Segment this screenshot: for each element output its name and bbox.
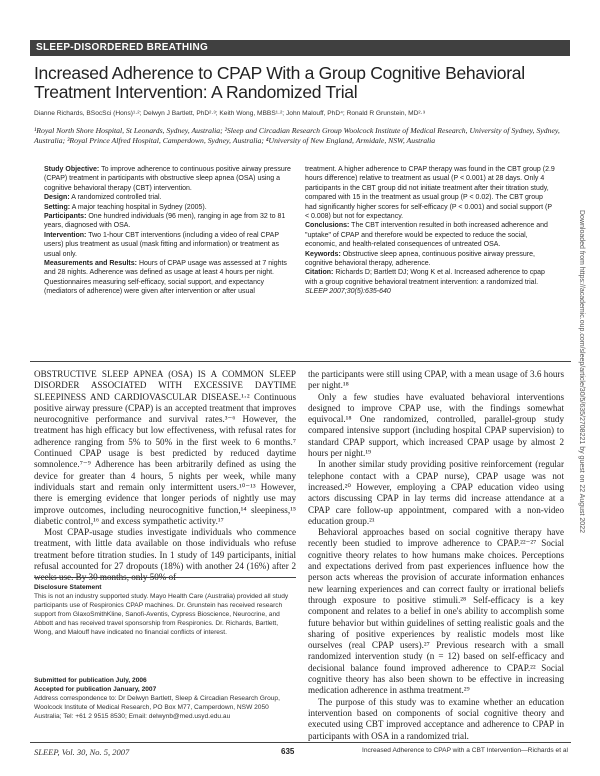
abstract-label-objective: Study Objective: <box>44 166 100 173</box>
body-right-column <box>308 369 564 742</box>
article-title: Increased Adherence to CPAP With a Group Cognitive Behavioral Treatment Intervention: A Randomized Trial <box>34 63 525 102</box>
abstract-intervention: Two 1-hour CBT interventions (including a video of real CPAP users) plus treatment as usual (mask fitting and information) or treatment as usual only. <box>44 231 279 258</box>
abstract-objective: To improve adherence to continuous positive airway pressure (CPAP) treatment in participants with obstructive sleep apnea (OSA) using a cognitive behavioral therapy (CBT) intervention. <box>44 166 291 192</box>
abstract-measurements: Hours of CPAP usage was assessed at 7 nights and 28 nights. Adherence was defined as usage at least 4 hours per night. Questionnaires measuring self-efficacy, social support, and expectancy (mediators of adherence) were given after intervention or after usual <box>44 260 287 296</box>
abstract-divider <box>30 361 571 362</box>
abstract-label-intervention: Intervention: <box>44 231 87 239</box>
body-paragraph: OBSTRUCTIVE SLEEP APNEA (OSA) IS A COMMON SLEEP DISORDER ASSOCIATED WITH EXCESSIVE DAYTIME SLEEPINESS AND CARDIOVASCULAR DISEASE.¹·² Continuous positive airway pressure (CPAP) is an accepted treatment that improves neurocognitive performance and survival rates.³⁻⁶ However, the treatment has high efficacy but low effectiveness, with refusal rates for adherence ranging from 5% to 50% in the first week to 6 months.⁷ Continued CPAP usage is best predicted by reduced daytime somnolence.⁷⁻⁹ Adherence has been arbitrarily defined as using the device for greater than 4 hours, 5 nights per week, while many individuals start and remain only intermittent users.¹⁰⁻¹³ However, there is emerging evidence that longer periods of nightly use may improve outcomes, including neurocognitive function,¹⁴ sleepiness,¹⁵ diabetic control,¹⁶ and excess sympathetic activity.¹⁷ <box>34 369 296 526</box>
abstract-label-citation: Citation: <box>305 269 334 277</box>
disclosure-header: Disclosure Statement <box>34 584 102 591</box>
abstract-label-measurements: Measurements and Results: <box>44 260 137 268</box>
running-title: Increased Adherence to CPAP with a CBT Intervention—Richards et al <box>362 747 568 754</box>
abstract-citation: Richards D; Bartlett DJ; Wong K et al. Increased adherence to cpap with a group cognitive behavioral treatment intervention: a randomized trial. <box>305 269 545 286</box>
abstract-label-conclusions: Conclusions: <box>305 222 350 230</box>
body-paragraph: In another similar study providing positive reinforcement (regular telephone contact with a CPAP nurse), CPAP usage was not increased.²⁰ However, employing a CPAP education video using actors discussing CPAP in lay terms did increase attendance at a CPAP care follow-up appointment, compared with a non-video education group.²¹ <box>308 459 564 526</box>
footer-journal: SLEEP, Vol. 30, No. 5, 2007 <box>34 747 130 757</box>
abstract-citation-journal: SLEEP 2007;30(5):635-640 <box>305 288 391 296</box>
page-number: 635 <box>281 747 295 756</box>
disclosure-text: This is not an industry supported study. Mayo Health Care (Australia) provided all study participants use of Respironics CPAP machines. Dr. Grunstein has received research support from GlaxoSmithKline, Sanofi-Aventis, Cypress Bioscience, Neurocrine, and Abbott and has received travel sponsorship from Respironics. Dr. Richards, Bartlett, Wong, and Malouff have indicated no financial conflicts of interest. <box>34 593 289 637</box>
submitted-date: Submitted for publication July, 2006 <box>34 677 147 684</box>
abstract-participants: One hundred individuals (96 men), ranging in age from 32 to 81 years, diagnosed with OSA. <box>44 213 286 230</box>
download-watermark: Downloaded from https://academic.oup.com/sleep/article/30/5/635/2708221 by guest on 22 August 2022 <box>578 210 585 533</box>
abstract-right-column <box>305 165 555 297</box>
affiliations: ¹Royal North Shore Hospital, St Leonards, Sydney, Australia; ²Sleep and Circadian Research Group Woolcock Institute of Medical Research, University of Sydney, Sydney, Australia; ³Royal Prince Alfred Hospital, Camperdown, Sydney, Australia; ⁴University of New England, Armidale, NSW, Australia <box>34 126 560 145</box>
body-paragraph: Most CPAP-usage studies investigate individuals who commence treatment, with little data available on those individuals who refuse treatment before titration studies. In 1 study of 149 participants, initial refusal accounted for 27 dropouts (18%) with another 24 (16%) after 2 <box>34 527 296 572</box>
footer-divider <box>30 742 571 743</box>
author-list: Dianne Richards, BSocSci (Hons)¹·²; Delwyn J Bartlett, PhD²·³; Keith Wong, MBBS¹·²; John Malouff, PhD⁴; Ronald R Grunstein, MD²·³ <box>34 110 426 117</box>
abstract-label-setting: Setting: <box>44 203 71 211</box>
abstract-label-design: Design: <box>44 194 70 202</box>
abstract-label-keywords: Keywords: <box>305 250 341 258</box>
correspondence-address: Address correspondence to: Dr Delwyn Bartlett, Sleep & Circadian Research Group, Woolcock Institute of Medical Research, PO Box M77, Camperdown, NSW 2050 Australia; Tel: +61 2 9515 8530; Email: delwynb@med.usyd.edu.au <box>34 695 280 721</box>
abstract-keywords: Obstructive sleep apnea, continuous positive airway pressure, cognitive behavioral therapy, adherence. <box>305 250 535 268</box>
abstract-label-participants: Participants: <box>44 213 87 221</box>
body-paragraph: Behavioral approaches based on social cognitive therapy have recently been studied to improve adherence to CPAP.²²⁻²⁷ Social cognitive theory relates to how humans make choices. Perceptions and expectations derived from past experiences influence how the person acts whereas the provision of accurate information enhances new learning experiences and can correct faulty or irrational beliefs through exposure to positive stimuli.²⁸ Self-efficacy is a key component and relates to a belief in one's ability to accomplish some future behavior but within guidelines of setting realistic goals and the sharing of positive experiences by realistic models most like ourselves (real CPAP users).²⁷ Previous research with a small randomized intervention study (n = 12) based on self-efficacy and decisional balance found improved adherence to CPAP.²² Social cognitive theory has also been shown to be effective in increasing medication adherence in asthma treatment.²⁹ <box>308 527 564 696</box>
disclosure-divider <box>34 577 296 578</box>
abstract-left-column <box>44 165 291 297</box>
body-paragraph: Only a few studies have evaluated behavioral interventions designed to improve CPAP use, with the findings somewhat equivocal.¹⁸ One randomized, controlled, parallel-group study compared intensive support (including hospital CPAP supervision) to standard CPAP support, which increased CPAP usage by almost 2 hours per night.¹⁹ <box>308 391 564 459</box>
body-paragraph: The purpose of this study was to examine whether an education intervention based on components of social cognitive theory and executed using CBT improved acceptance and adherence to CPAP in participants with OSA in a randomized trial. <box>308 696 564 741</box>
section-tag: SLEEP-DISORDERED BREATHING <box>30 40 570 56</box>
abstract-results-continued: treatment. A higher adherence to CPAP therapy was found in the CBT group (2.9 hours difference) relative to treatment as usual (P < 0.001) at 28 days. Only 4 participants in the CBT group did not initiate treatment after their titration study, compared with 15 in the treatment as usual group (P < 0.02). The CBT group had significantly higher scores for self-efficacy (P < 0.001) and social support (P < 0.008) but not for expectancy. <box>305 166 555 221</box>
abstract-design: A randomized controlled trial. <box>71 194 162 202</box>
abstract-conclusions: The CBT intervention resulted in both increased adherence and "uptake" of CPAP and therefore would be expected to reduce the social, economic, and health-related consequences of untreated OSA. <box>305 222 548 249</box>
accepted-date: Accepted for publication January, 2007 <box>34 686 157 694</box>
body-left-column <box>34 369 296 584</box>
abstract-setting: A major teaching hospital in Sydney (2005). <box>71 203 207 211</box>
body-paragraph: the participants were still using CPAP, with a mean usage of 3.6 hours per night.¹⁸ <box>308 369 564 391</box>
disclosure-statement <box>34 583 296 638</box>
submission-info <box>34 676 296 721</box>
